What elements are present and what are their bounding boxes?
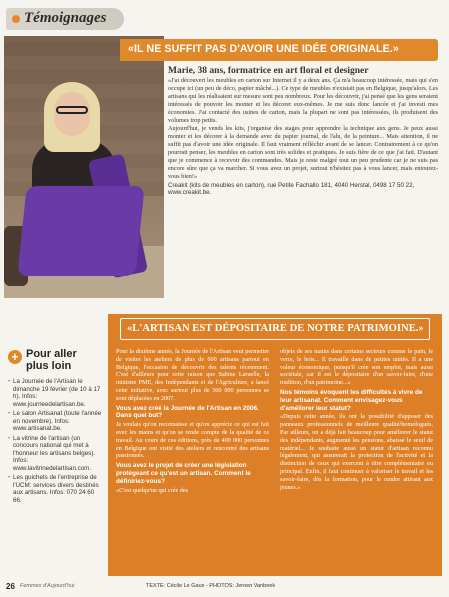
photo-glasses	[56, 106, 88, 114]
further-info-sidebar	[8, 348, 102, 576]
sidebar-list	[8, 378, 102, 504]
section-tab	[6, 8, 124, 30]
interview-question: Vous avez le projet de créer une législation protégeant ce qu'est un artisan. Comment le définiriez-vous?	[116, 462, 251, 485]
quote-headline	[120, 39, 438, 61]
portrait-photo	[4, 36, 164, 298]
interview-column-left	[116, 348, 269, 570]
sidebar-item: • La vitrine de l'artisan (un concours national qui met à l'honneur les artisans belges). Infos: www.lavitrinedelartisan.com.	[8, 435, 102, 473]
plus-icon: +	[8, 350, 22, 364]
page-footer	[6, 582, 436, 594]
testimony-paragraph: Aujourd'hui, je vends les kits, j'organise des stages pour apprendre la technique aux gens. Je peux aussi monter et les décorer à la demande avec du papier journal, de l'alu, de la peinture... Mais attention, il ne suffit pas d'avoir une idée originale. Il faut vraiment réfléchir avant de se lancer. Contrairement à ce qu'on pourrait penser, les meubles en carton sont très solides et pratiques. Je suis fière de ce que j'ai fait. D'autant que je commence à recevoir des commandes. Mais je reste malgré tout un peu prudente car je ne suis pas encore sûre que ça va marcher. Si vous avez un projet, surtout n'hésitez pas à vous lancer, mais entourez-vous bien!»	[168, 125, 438, 180]
interview-box	[108, 314, 442, 576]
interview-paragraph: «Depuis cette année, ils ont la possibilité d'apposer des panneaux professionnels de meilleure qualité/homologués. Par ailleurs, on a déjà fait beaucoup pour améliorer le statut des indépendants, augmenté les pensions, abaissé le seuil de matériel... Je souhaite aussi un statut d'artisan reconnu légalement, qui assurerait la protection de l'activité et la distinction de ceux qui exercent à titre complémentaire ou principal. Enfin, il faut continuer à valoriser le travail et les savoir-faire, dès la formation, pour le rendre attirant aux jeunes.»	[280, 413, 433, 491]
sidebar-header	[8, 348, 102, 378]
interview-column-right	[280, 348, 433, 570]
interview-headline-text: «L'ARTISAN EST DÉPOSITAIRE DE NOTRE PATRIMOINE.»	[127, 323, 424, 334]
interview-question: Vous avez créé la Journée de l'Artisan en 2006. Dans quel but?	[116, 404, 259, 420]
photo-cardboard-chair	[17, 186, 144, 276]
testimony-contact: Creakit (kits de meubles en carton), rue Petite Fachallo 181, 4040 Herstal, 0498 17 50 22, www.creakit.be.	[168, 181, 415, 197]
interview-paragraph: Pour la dixième année, la Journée de l'Artisan veut permettre de visiter les ateliers de plus de 600 artisans partout en Belgique, l'occasion de découvrir des talents récemment. C'est d'ailleurs pour cette raison que Sabine Laruelle, la ministre PME, des Indépendants et de l'Agriculture, a lancé cette initiative, avec surtout plus de 500 000 personnes se sont déplacées en 2007.	[116, 348, 269, 402]
sidebar-title: Pour aller plus loin	[26, 348, 77, 372]
page-number: 26	[6, 582, 15, 591]
sidebar-item: • La Journée de l'Artisan le dimanche 19 février (de 10 à 17 h). Infos: www.journeedelartisan.be.	[8, 378, 102, 408]
sidebar-item: • Le salon Artisanat (toute l'année en novembre). Infos: www.artisanat.be.	[8, 410, 102, 433]
interview-paragraph: «C'est quelqu'un qui crée des	[116, 486, 188, 494]
section-dot-icon	[12, 15, 20, 23]
testimony-paragraph: «J'ai découvert les meubles en carton sur Internet il y a deux ans. Ça m'a beaucoup intéressée, mais qui s'en occupe ici (un peu de déco, papier mâché...). Ce type de meubles n'existait pas en Belgique, jusqu'alors. Les artisans qui les réalisaient sur mesure sont peu nombreux. Pour les découvrir, j'ai pensé que les gens seraient intéressés de pouvoir les monter et les décorer eux-mêmes. Je me suis donc lancée et j'ai investi mes économies. J'ai contacté des usines de carton, mais la plupart ne sont pas intéressées, ils produisent des volumes trop petits.	[168, 77, 438, 124]
interview-paragraph: Je voulais qu'on reconnaisse et qu'on apprécie ce qui est fait avec les mains et qu'on se rende compte de la qualité de ce travail. Au cours de ces éditions, près de 400 000 personnes en Belgique ont visité des ateliers et rencontré des artisans passionnés.	[116, 421, 269, 460]
testimony-name: Marie, 38 ans, formatrice en art floral et designer	[168, 66, 369, 76]
quote-headline-text: «IL NE SUFFIT PAS D'AVOIR UNE IDÉE ORIGINALE.»	[128, 43, 399, 55]
sidebar-item: • Les guichets de l'entreprise de l'UCM: services divers destinés aux artisans. Infos: 070 24 60 66.	[8, 474, 102, 504]
section-label: Témoignages	[24, 10, 107, 26]
photo-credit: TEXTE: Cécile Le Gaux - PHOTOS: Jeroen Vanbeek	[146, 583, 276, 589]
interview-question: Nos témoins évoquent les difficultés à vivre de leur artisanat. Comment envisagez-vous d'améliorer leur statut?	[280, 388, 423, 412]
testimony-article	[168, 66, 438, 302]
photo-person-face	[54, 92, 90, 136]
interview-paragraph: objets de ses mains dans certains secteurs comme le pain, le verre, le bois... Il travaille dans de petites unités. Il a une valeur économique, puisqu'il crée son emploi, mais aussi sociétale, car il est le dépositaire d'un savoir-faire, d'une tradition, d'un patrimoine...»	[280, 348, 433, 387]
magazine-name: Femmes d'Aujourd'hui	[20, 583, 75, 589]
interview-headline	[120, 318, 430, 340]
